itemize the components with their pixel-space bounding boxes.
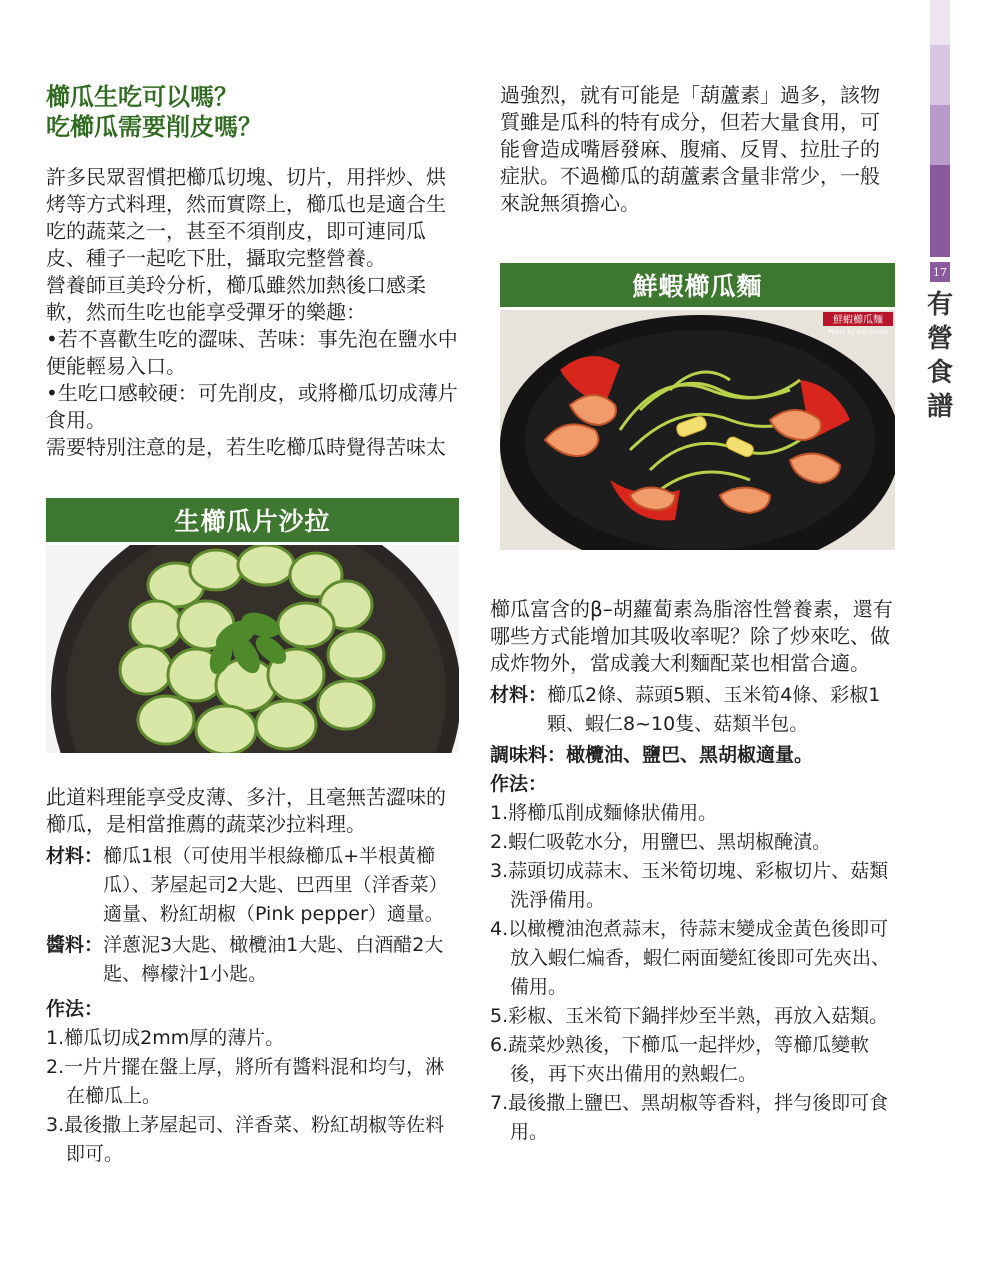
salad-method-label: 作法： (46, 998, 104, 1020)
shrimp-method-label: 作法： (490, 773, 548, 795)
salad-ingredients (46, 842, 460, 929)
shrimp-step-1: 1.將櫛瓜削成麵條狀備用。 (490, 802, 718, 824)
salad-step-3: 3.最後撒上茅屋起司、洋香菜、粉紅胡椒等佐料即可。 (46, 1114, 445, 1165)
zucchini-salad-image (46, 545, 459, 753)
photo-tag-text: 鮮蝦櫛瓜麵 (833, 315, 883, 326)
recipe-title-salad: 生櫛瓜片沙拉 (174, 507, 331, 536)
salad-sauce (46, 931, 460, 989)
salad-sauce-label: 醬料： (46, 934, 104, 956)
recipe-title-shrimp: 鮮蝦櫛瓜麵 (632, 272, 763, 301)
salad-ingredients-label: 材料： (46, 845, 104, 867)
shrimp-ingredients-text: 櫛瓜2條、蒜頭5顆、玉米筍4條、彩椒1顆、蝦仁8~10隻、菇類半包。 (547, 684, 881, 735)
shrimp-step-5: 5.彩椒、玉米筍下鍋拌炒至半熟，再放入菇類。 (490, 1005, 889, 1027)
left-column (46, 82, 460, 461)
warning-paragraph: 需要特別注意的是，若生吃櫛瓜時覺得苦味太 (46, 435, 446, 459)
article-heading-line2: 吃櫛瓜需要削皮嗎？ (46, 112, 262, 141)
right-column-top (500, 82, 896, 217)
salad-photo (46, 545, 459, 753)
tip-bullet-2: •生吃口感較硬：可先削皮，或將櫛瓜切成薄片食用。 (46, 381, 458, 432)
tip-bullet-1: •若不喜歡生吃的澀味、苦味：事先泡在鹽水中便能輕易入口。 (46, 327, 458, 378)
salad-step-1: 1.櫛瓜切成2mm厚的薄片。 (46, 1027, 285, 1049)
color-tab-1 (930, 0, 950, 45)
shrimp-intro: 櫛瓜富含的β–胡蘿蔔素為脂溶性營養素，還有哪些方式能增加其吸收率呢？除了炒來吃、做成炸物外，當成義大利麵配菜也相當合適。 (490, 597, 893, 675)
shrimp-step-2: 2.蝦仁吸乾水分，用鹽巴、黑胡椒醃漬。 (490, 831, 832, 853)
salad-recipe-body (46, 784, 460, 1169)
shrimp-seasoning-label: 調味料： (490, 744, 567, 766)
shrimp-zucchini-noodles-image (500, 310, 895, 550)
color-tab-2 (930, 45, 950, 105)
shrimp-ingredients (490, 681, 898, 739)
color-tab-3 (930, 105, 950, 165)
photo-credit-text: Photo by Big-mouth (828, 329, 888, 336)
salad-sauce-text: 洋蔥泥3大匙、橄欖油1大匙、白酒醋2大匙、檸檬汁1小匙。 (103, 934, 444, 985)
color-tab-4 (930, 165, 950, 257)
shrimp-seasoning (490, 741, 898, 770)
salad-step-2: 2.一片片擺在盤上厚，將所有醬料混和均勻，淋在櫛瓜上。 (46, 1056, 445, 1107)
shrimp-step-6: 6.蔬菜炒熟後，下櫛瓜一起拌炒，等櫛瓜變軟後，再下夾出備用的熟蝦仁。 (490, 1034, 870, 1085)
nutritionist-paragraph: 營養師亘美玲分析，櫛瓜雖然加熱後口感柔軟，然而生吃也能享受彈牙的樂趣： (46, 273, 426, 324)
shrimp-pasta-photo (500, 310, 895, 550)
section-title-vertical: 有營食譜 (927, 290, 954, 422)
cucurbitacin-paragraph: 過強烈，就有可能是「葫蘆素」過多，該物質雖是瓜科的特有成分，但若大量食用，可能會造成嘴唇發麻、腹痛、反胃、拉肚子的症狀。不過櫛瓜的葫蘆素含量非常少，一般來說無須擔心。 (500, 83, 880, 215)
salad-intro: 此道料理能享受皮薄、多汁，且毫無苦澀味的櫛瓜，是相當推薦的蔬菜沙拉料理。 (46, 785, 446, 836)
recipe-banner-salad (46, 498, 459, 542)
shrimp-recipe-body (490, 596, 898, 1147)
intro-paragraph: 許多民眾習慣把櫛瓜切塊、切片，用拌炒、烘烤等方式料理，然而實際上，櫛瓜也是適合生吃的蔬菜之一，甚至不須削皮，即可連同瓜皮、種子一起吃下肚，攝取完整營養。 (46, 165, 446, 270)
shrimp-step-4: 4.以橄欖油泡煮蒜末，待蒜末變成金黃色後即可放入蝦仁煸香，蝦仁兩面變紅後即可先夾出、備用。 (490, 918, 891, 998)
section-color-tabs (930, 0, 950, 257)
recipe-banner-shrimp (500, 263, 895, 307)
shrimp-step-3: 3.蒜頭切成蒜末、玉米筍切塊、彩椒切片、菇類洗淨備用。 (490, 860, 889, 911)
shrimp-seasoning-text: 橄欖油、鹽巴、黑胡椒適量。 (566, 744, 814, 766)
page-number: 17 (930, 262, 950, 282)
shrimp-ingredients-label: 材料： (490, 684, 548, 706)
salad-ingredients-text: 櫛瓜1根（可使用半根綠櫛瓜+半根黃櫛瓜）、茅屋起司2大匙、巴西里（洋香菜）適量、粉紅胡椒（Pink pepper）適量。 (103, 845, 448, 925)
shrimp-step-7: 7.最後撒上鹽巴、黑胡椒等香料，拌勻後即可食用。 (490, 1092, 889, 1143)
article-heading-line1: 櫛瓜生吃可以嗎？ (46, 82, 238, 111)
